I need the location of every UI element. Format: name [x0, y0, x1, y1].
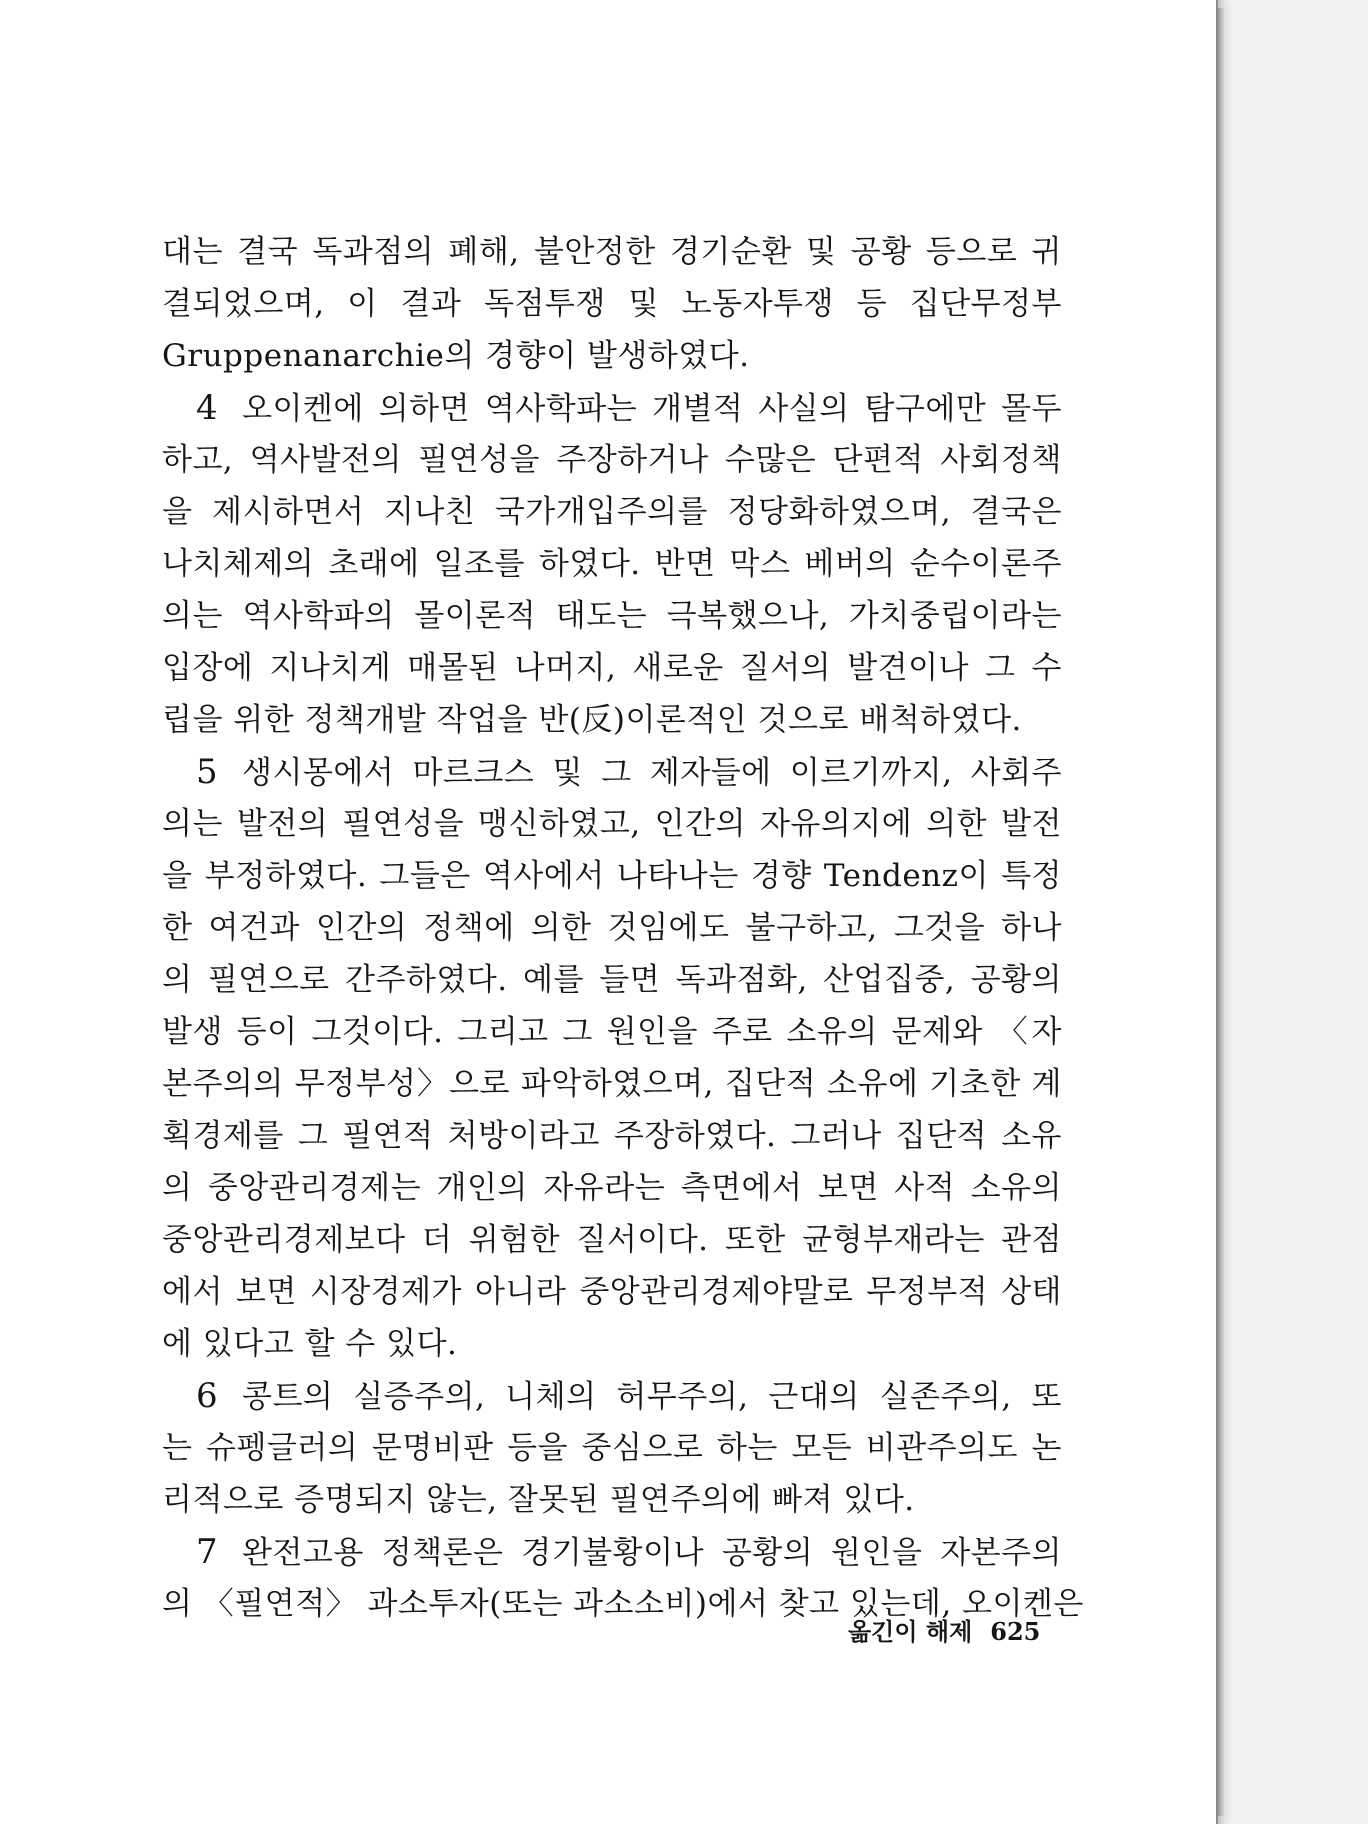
text-line: 발생 등이 그것이다. 그리고 그 원인을 주로 소유의 문제와 〈자 [162, 1014, 1062, 1050]
body-text [162, 226, 1084, 1630]
text-line: 을 제시하면서 지나친 국가개입주의를 정당화하였으며, 결국은 [162, 494, 1062, 530]
paragraph-number: 6 [196, 1376, 219, 1416]
text-line: 5 생시몽에서 마르크스 및 그 제자들에 이르기까지, 사회주 [162, 746, 1062, 798]
text-line: 획경제를 그 필연적 처방이라고 주장하였다. 그러나 집단적 소유 [162, 1118, 1062, 1154]
text-line: 의 〈필연적〉 과소투자(또는 과소소비)에서 찾고 있는데, 오이켄은 [162, 1586, 1084, 1622]
paragraph-number: 5 [196, 752, 219, 792]
text-line: 의 중앙관리경제는 개인의 자유라는 측면에서 보면 사적 소유의 [162, 1170, 1062, 1206]
text-line: 의 필연으로 간주하였다. 예를 들면 독과점화, 산업집중, 공황의 [162, 962, 1062, 998]
text-line: 입장에 지나치게 매몰된 나머지, 새로운 질서의 발견이나 그 수 [162, 650, 1062, 686]
paragraph-number: 7 [196, 1532, 219, 1572]
page-stack-edge [1218, 8, 1224, 1816]
text-line: 의는 역사학파의 몰이론적 태도는 극복했으나, 가치중립이라는 [162, 598, 1062, 634]
page-number: 625 [990, 1617, 1041, 1646]
text-line: 7 완전고용 정책론은 경기불황이나 공황의 원인을 자본주의 [162, 1526, 1062, 1578]
text-line: 4 오이켄에 의하면 역사학파는 개별적 사실의 탐구에만 몰두 [162, 382, 1062, 434]
text-line: 대는 결국 독과점의 폐해, 불안정한 경기순환 및 공황 등으로 귀 [162, 234, 1062, 270]
page-footer [848, 1612, 1040, 1647]
text-line: 는 슈펭글러의 문명비판 등을 중심으로 하는 모든 비관주의도 논 [162, 1430, 1062, 1466]
text-line: 나치체제의 초래에 일조를 하였다. 반면 막스 베버의 순수이론주 [162, 546, 1062, 582]
text-line: 에서 보면 시장경제가 아니라 중앙관리경제야말로 무정부적 상태 [162, 1274, 1062, 1310]
text-line: 한 여건과 인간의 정책에 의한 것임에도 불구하고, 그것을 하나 [162, 910, 1062, 946]
paragraph-number: 4 [196, 388, 219, 428]
text-line: 결되었으며, 이 결과 독점투쟁 및 노동자투쟁 등 집단무정부 [162, 286, 1062, 322]
text-line: 에 있다고 할 수 있다. [162, 1326, 458, 1362]
text-line: 하고, 역사발전의 필연성을 주장하거나 수많은 단편적 사회정책 [162, 442, 1062, 478]
text-line: 립을 위한 정책개발 작업을 반(反)이론적인 것으로 배척하였다. [162, 702, 1022, 738]
text-line: 의는 발전의 필연성을 맹신하였고, 인간의 자유의지에 의한 발전 [162, 806, 1062, 842]
text-line: 본주의의 무정부성〉으로 파악하였으며, 집단적 소유에 기초한 계 [162, 1066, 1062, 1102]
text-line: 중앙관리경제보다 더 위험한 질서이다. 또한 균형부재라는 관점 [162, 1222, 1062, 1258]
text-line: 을 부정하였다. 그들은 역사에서 나타나는 경향 Tendenz이 특정 [162, 858, 1062, 894]
text-line: Gruppenanarchie의 경향이 발생하였다. [162, 338, 750, 374]
text-line: 6 콩트의 실증주의, 니체의 허무주의, 근대의 실존주의, 또 [162, 1370, 1062, 1422]
text-line: 리적으로 증명되지 않는, 잘못된 필연주의에 빠져 있다. [162, 1482, 915, 1518]
running-title: 옮긴이 해제 [848, 1617, 973, 1646]
